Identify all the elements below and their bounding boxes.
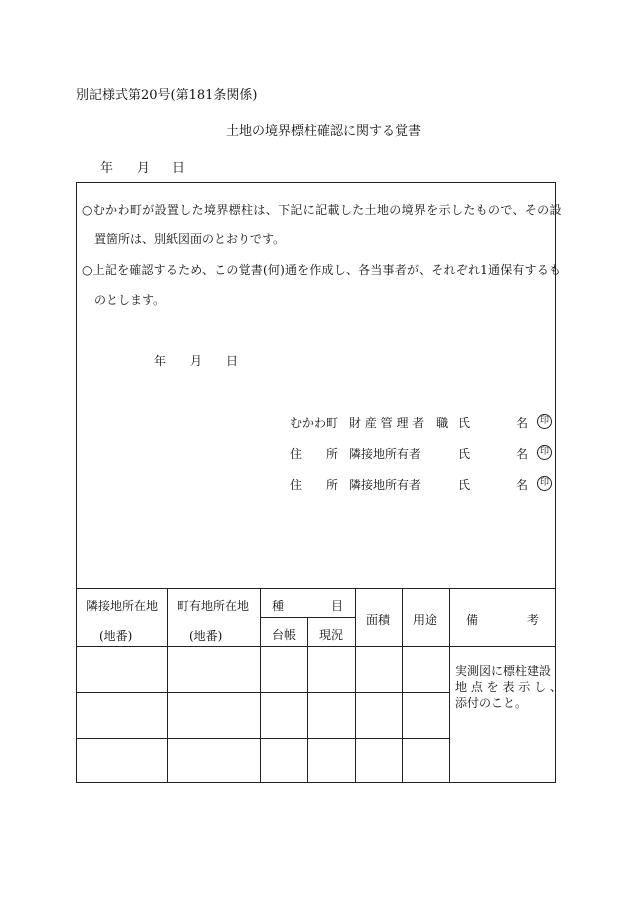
table-col-divider-4 [355, 588, 356, 783]
date-inner-year: 年 [154, 354, 167, 368]
header-area: 面積 [366, 613, 391, 627]
signature-1-org: むかわ町 [290, 416, 339, 430]
table-col-divider-1 [167, 588, 168, 783]
signature-1-mei: 名 [516, 416, 529, 430]
table-header-bottom-border [76, 646, 556, 647]
signature-2-role: 隣接地所有者 [349, 447, 422, 461]
signature-3-mei: 名 [516, 478, 529, 492]
header-category-part-2: 目 [331, 599, 344, 613]
header-current-status: 現況 [319, 628, 344, 642]
table-col-divider-2 [260, 588, 261, 783]
remarks-note-line-1: 実測図に標柱建設 [455, 664, 552, 678]
header-remarks-part-1: 備 [466, 613, 479, 627]
remarks-note-line-2: 地 点 を 表 示 し 、 [455, 680, 562, 694]
seal-mark-3: 印 [537, 476, 552, 491]
signature-2-org: 住 所 [290, 447, 339, 461]
table-col-divider-3 [307, 617, 308, 783]
header-neighbor-lot-number: (地番) [99, 629, 133, 643]
header-neighbor-location: 隣接地所在地 [86, 599, 159, 613]
paragraph-1-line-1: ○むかわ町が設置した境界標柱は、下記に記載した土地の境界を示したもので、その設 [82, 203, 562, 217]
seal-mark-1: 印 [537, 414, 552, 429]
signature-2-shi: 氏 [458, 447, 471, 461]
remarks-note-line-3: 添付のこと。 [455, 696, 528, 710]
signature-3-role: 隣接地所有者 [349, 478, 422, 492]
date-top-month: 月 [137, 161, 151, 176]
table-top-border [76, 588, 556, 589]
signature-3-org: 住 所 [290, 478, 339, 492]
date-inner-month: 月 [190, 354, 203, 368]
date-top-day: 日 [172, 161, 186, 176]
header-remarks-part-2: 考 [527, 613, 540, 627]
seal-mark-2: 印 [537, 445, 552, 460]
table-row-divider-2 [76, 738, 449, 739]
date-top-year: 年 [100, 161, 114, 176]
table-row-divider-1 [76, 692, 449, 693]
signature-1-shi: 氏 [458, 416, 471, 430]
header-usage: 用途 [413, 613, 438, 627]
form-number: 別記様式第20号(第181条関係) [76, 88, 258, 103]
signature-3-shi: 氏 [458, 478, 471, 492]
paragraph-1-line-2: 置箇所は、別紙図面のとおりです。 [94, 232, 286, 246]
table-col-divider-6 [449, 588, 450, 783]
header-ledger: 台帳 [272, 628, 297, 642]
signature-1-role: 財 産 管 理 者 職 [349, 416, 449, 430]
date-inner-day: 日 [226, 354, 239, 368]
document-title: 土地の境界標柱確認に関する覚書 [226, 124, 422, 139]
paragraph-2-line-1: ○上記を確認するため、この覚書(何)通を作成し、各当事者が、それぞれ1通保有するも [82, 263, 562, 277]
paragraph-2-line-2: のとします。 [94, 293, 166, 307]
header-category-part-1: 種 [272, 599, 285, 613]
header-town-location: 町有地所在地 [177, 599, 250, 613]
header-town-lot-number: (地番) [189, 629, 223, 643]
table-col-divider-5 [402, 588, 403, 783]
signature-2-mei: 名 [516, 447, 529, 461]
